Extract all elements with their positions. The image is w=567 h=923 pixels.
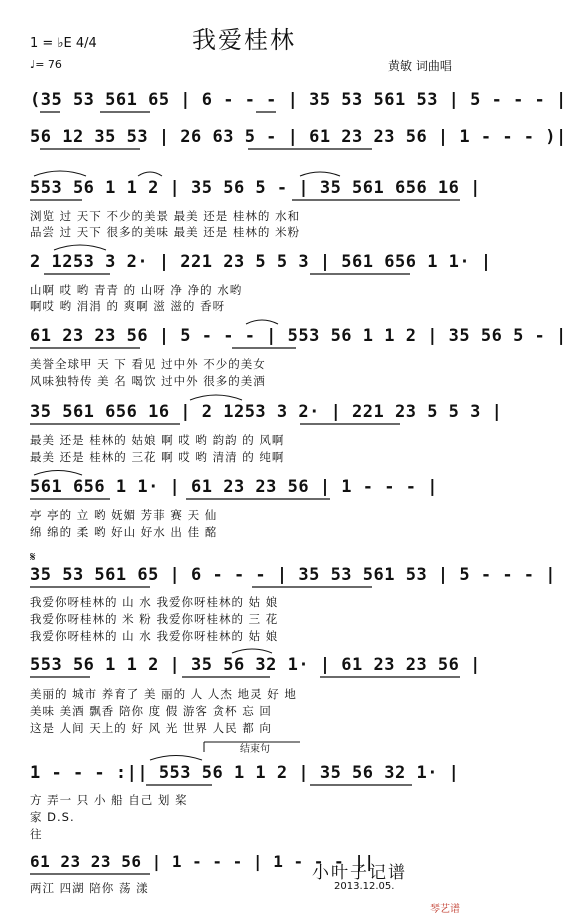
lyrics-line-10-verse-1: 方 弄一 只 小 船 自己 划 桨 xyxy=(30,793,188,807)
segno-sign: 𝄋 xyxy=(30,550,36,565)
lyrics-line-9-verse-2: 美味 美酒 飘香 陪你 度 假 游客 贪杯 忘 回 xyxy=(30,704,272,718)
song-title: 我爱桂林 xyxy=(192,26,296,54)
score-line-2-notes: 56 12 35 53 | 26 63 5 - | 61 23 23 56 | 1 - - - )| xyxy=(30,127,567,147)
score-line-6-notes: 35 561 656 16 | 2 1253 3 2· | 221 23 5 5 3 | xyxy=(30,402,503,422)
watermark-logo: 琴艺谱 xyxy=(430,904,460,915)
lyrics-line-9-verse-3: 这是 人间 天上的 好 风 光 世界 人民 都 向 xyxy=(30,721,272,735)
score-line-9-notes: 553 56 1 1 2 | 35 56 32 1· | 61 23 23 56 | xyxy=(30,655,481,675)
lyrics-line-10-verse-2: 家 D.S. xyxy=(30,810,75,824)
score-line-10-notes: 1 - - - :|| 553 56 1 1 2 | 35 56 32 1· | xyxy=(30,763,460,783)
lyrics-line-4-verse-2: 啊哎 哟 涓涓 的 爽啊 滋 滋的 香呀 xyxy=(30,299,226,313)
lyrics-line-8-verse-2: 我爱你呀桂林的 米 粉 我爱你呀桂林的 三 花 xyxy=(30,612,279,626)
ending-label: 结束句 xyxy=(240,744,270,755)
credit-line: 黄敏 词曲唱 xyxy=(388,59,452,73)
score-line-1-notes: (35 53 561 65 | 6 - - - | 35 53 561 53 | 5 - - - | xyxy=(30,90,567,110)
lyrics-line-9-verse-1: 美丽的 城市 养育了 美 丽的 人 人杰 地灵 好 地 xyxy=(30,687,297,701)
score-line-11-notes: 61 23 23 56 | 1 - - - | 1 - - - || xyxy=(30,852,375,871)
score-line-5-notes: 61 23 23 56 | 5 - - - | 553 56 1 1 2 | 35 56 5 - | xyxy=(30,326,567,346)
transcriber-signature: 小叶子记谱 xyxy=(312,863,407,883)
score-line-7-notes: 561 656 1 1· | 61 23 23 56 | 1 - - - | xyxy=(30,477,438,497)
lyrics-line-7-verse-1: 亭 亭的 立 哟 妩媚 芳菲 赛 天 仙 xyxy=(30,508,218,522)
lyrics-line-4-verse-1: 山啊 哎 哟 青青 的 山呀 净 净的 水哟 xyxy=(30,283,243,297)
lyrics-line-8-verse-1: 我爱你呀桂林的 山 水 我爱你呀桂林的 姑 娘 xyxy=(30,595,279,609)
lyrics-line-3-verse-2: 品尝 过 天下 很多的美味 最美 还是 桂林的 米粉 xyxy=(30,225,301,239)
transcription-date: 2013.12.05. xyxy=(334,881,395,892)
lyrics-line-7-verse-2: 绵 绵的 柔 哟 好山 好水 出 佳 酩 xyxy=(30,525,218,539)
score-line-4-notes: 2 1253 3 2· | 221 23 5 5 3 | 561 656 1 1· | xyxy=(30,252,492,272)
lyrics-line-11-verse-1: 两江 四湖 陪你 荡 漾 xyxy=(30,881,149,895)
lyrics-line-5-verse-2: 风味独特传 美 名 喝饮 过中外 很多的美酒 xyxy=(30,374,266,388)
score-line-3-notes: 553 56 1 1 2 | 35 56 5 - | 35 561 656 16 | xyxy=(30,178,481,198)
lyrics-line-6-verse-2: 最美 还是 桂林的 三花 啊 哎 哟 清清 的 纯啊 xyxy=(30,450,285,464)
lyrics-line-5-verse-1: 美誉全球甲 天 下 看见 过中外 不少的美女 xyxy=(30,357,266,371)
lyrics-line-10-verse-3: 往 xyxy=(30,827,43,841)
lyrics-line-8-verse-3: 我爱你呀桂林的 山 水 我爱你呀桂林的 姑 娘 xyxy=(30,629,279,643)
lyrics-line-3-verse-1: 浏览 过 天下 不少的美景 最美 还是 桂林的 水和 xyxy=(30,209,301,223)
key-signature: 1 = ♭E 4/4 xyxy=(30,36,97,51)
lyrics-line-6-verse-1: 最美 还是 桂林的 姑娘 啊 哎 哟 韵韵 的 风啊 xyxy=(30,433,285,447)
tempo-marking: ♩= 76 xyxy=(30,58,62,71)
score-line-8-notes: 35 53 561 65 | 6 - - - | 35 53 561 53 | 5 - - - | xyxy=(30,565,557,585)
